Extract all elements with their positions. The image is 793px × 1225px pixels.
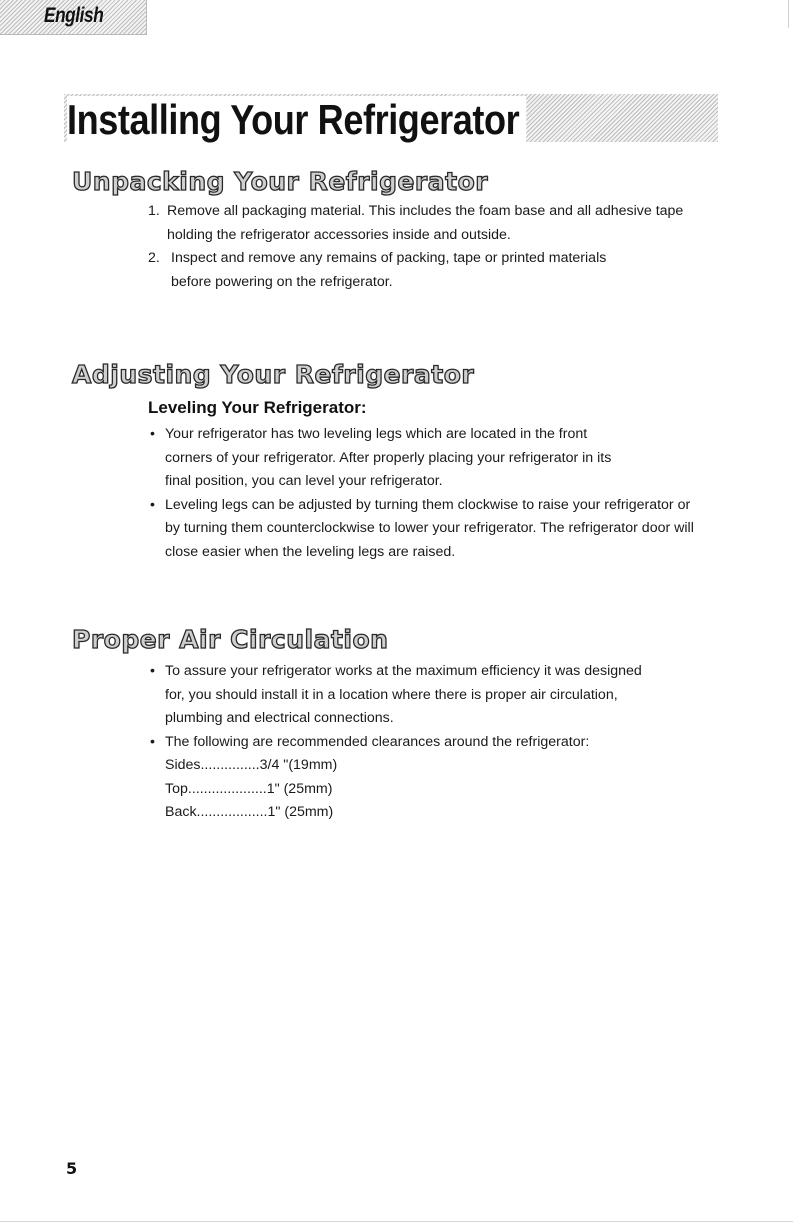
bullet-icon: • (150, 496, 155, 513)
page-number: 5 (66, 1159, 78, 1178)
unpacking-steps (148, 200, 728, 294)
bullet-text: Your refrigerator has two leveling legs which are located in the front corners of your refrigerator. After properly placing your refrigerator in its final position, you can level your refrigerator. (165, 426, 612, 489)
page-title-bar (64, 94, 718, 142)
air-circulation-heading: Proper Air Circulation (72, 625, 389, 654)
list-item (148, 247, 728, 294)
list-item (148, 200, 728, 247)
bullet-text: Leveling legs can be adjusted by turning them clockwise to raise your refrigerator or by turning them counterclockwise to lower your refrigerator. The refrigerator door will close easier when the leveling legs are raised. (165, 496, 694, 560)
leveling-subheading: Leveling Your Refrigerator: (148, 398, 367, 417)
adjusting-heading: Adjusting Your Refrigerator (72, 360, 475, 389)
step-text: Remove all packaging material. This includes the foam base and all adhesive tape holding the refrigerator accessories inside and outside. (167, 203, 684, 243)
air-circulation-bullets (148, 660, 728, 825)
clearance-sides: Sides...............3/4 "(19mm) (165, 757, 338, 773)
clearance-back: Back..................1" (25mm) (165, 804, 334, 820)
list-item (148, 731, 728, 825)
list-item (148, 660, 728, 731)
list-item (148, 423, 708, 494)
bullet-text: The following are recommended clearances around the refrigerator: (165, 733, 590, 750)
bullet-text: To assure your refrigerator works at the maximum efficiency it was designed for, you should install it in a location where there is proper air circulation, plumbing and electrical connections. (165, 663, 642, 726)
language-label: English (44, 4, 104, 27)
page-bottom-line (0, 1221, 793, 1222)
step-text: Inspect and remove any remains of packing, tape or printed materials before powering on the refrigerator. (171, 250, 607, 290)
leveling-bullets (148, 423, 708, 564)
list-item (148, 494, 708, 565)
page-edge-line (788, 0, 789, 28)
step-number: 1. (148, 203, 160, 219)
language-tab (0, 0, 147, 35)
page-title: Installing Your Refrigerator (67, 96, 526, 144)
bullet-icon: • (150, 663, 155, 679)
unpacking-heading: Unpacking Your Refrigerator (72, 167, 489, 196)
bullet-icon: • (150, 733, 155, 750)
clearance-top: Top....................1" (25mm) (165, 780, 333, 797)
step-number: 2. (148, 250, 160, 266)
bullet-icon: • (150, 426, 155, 442)
